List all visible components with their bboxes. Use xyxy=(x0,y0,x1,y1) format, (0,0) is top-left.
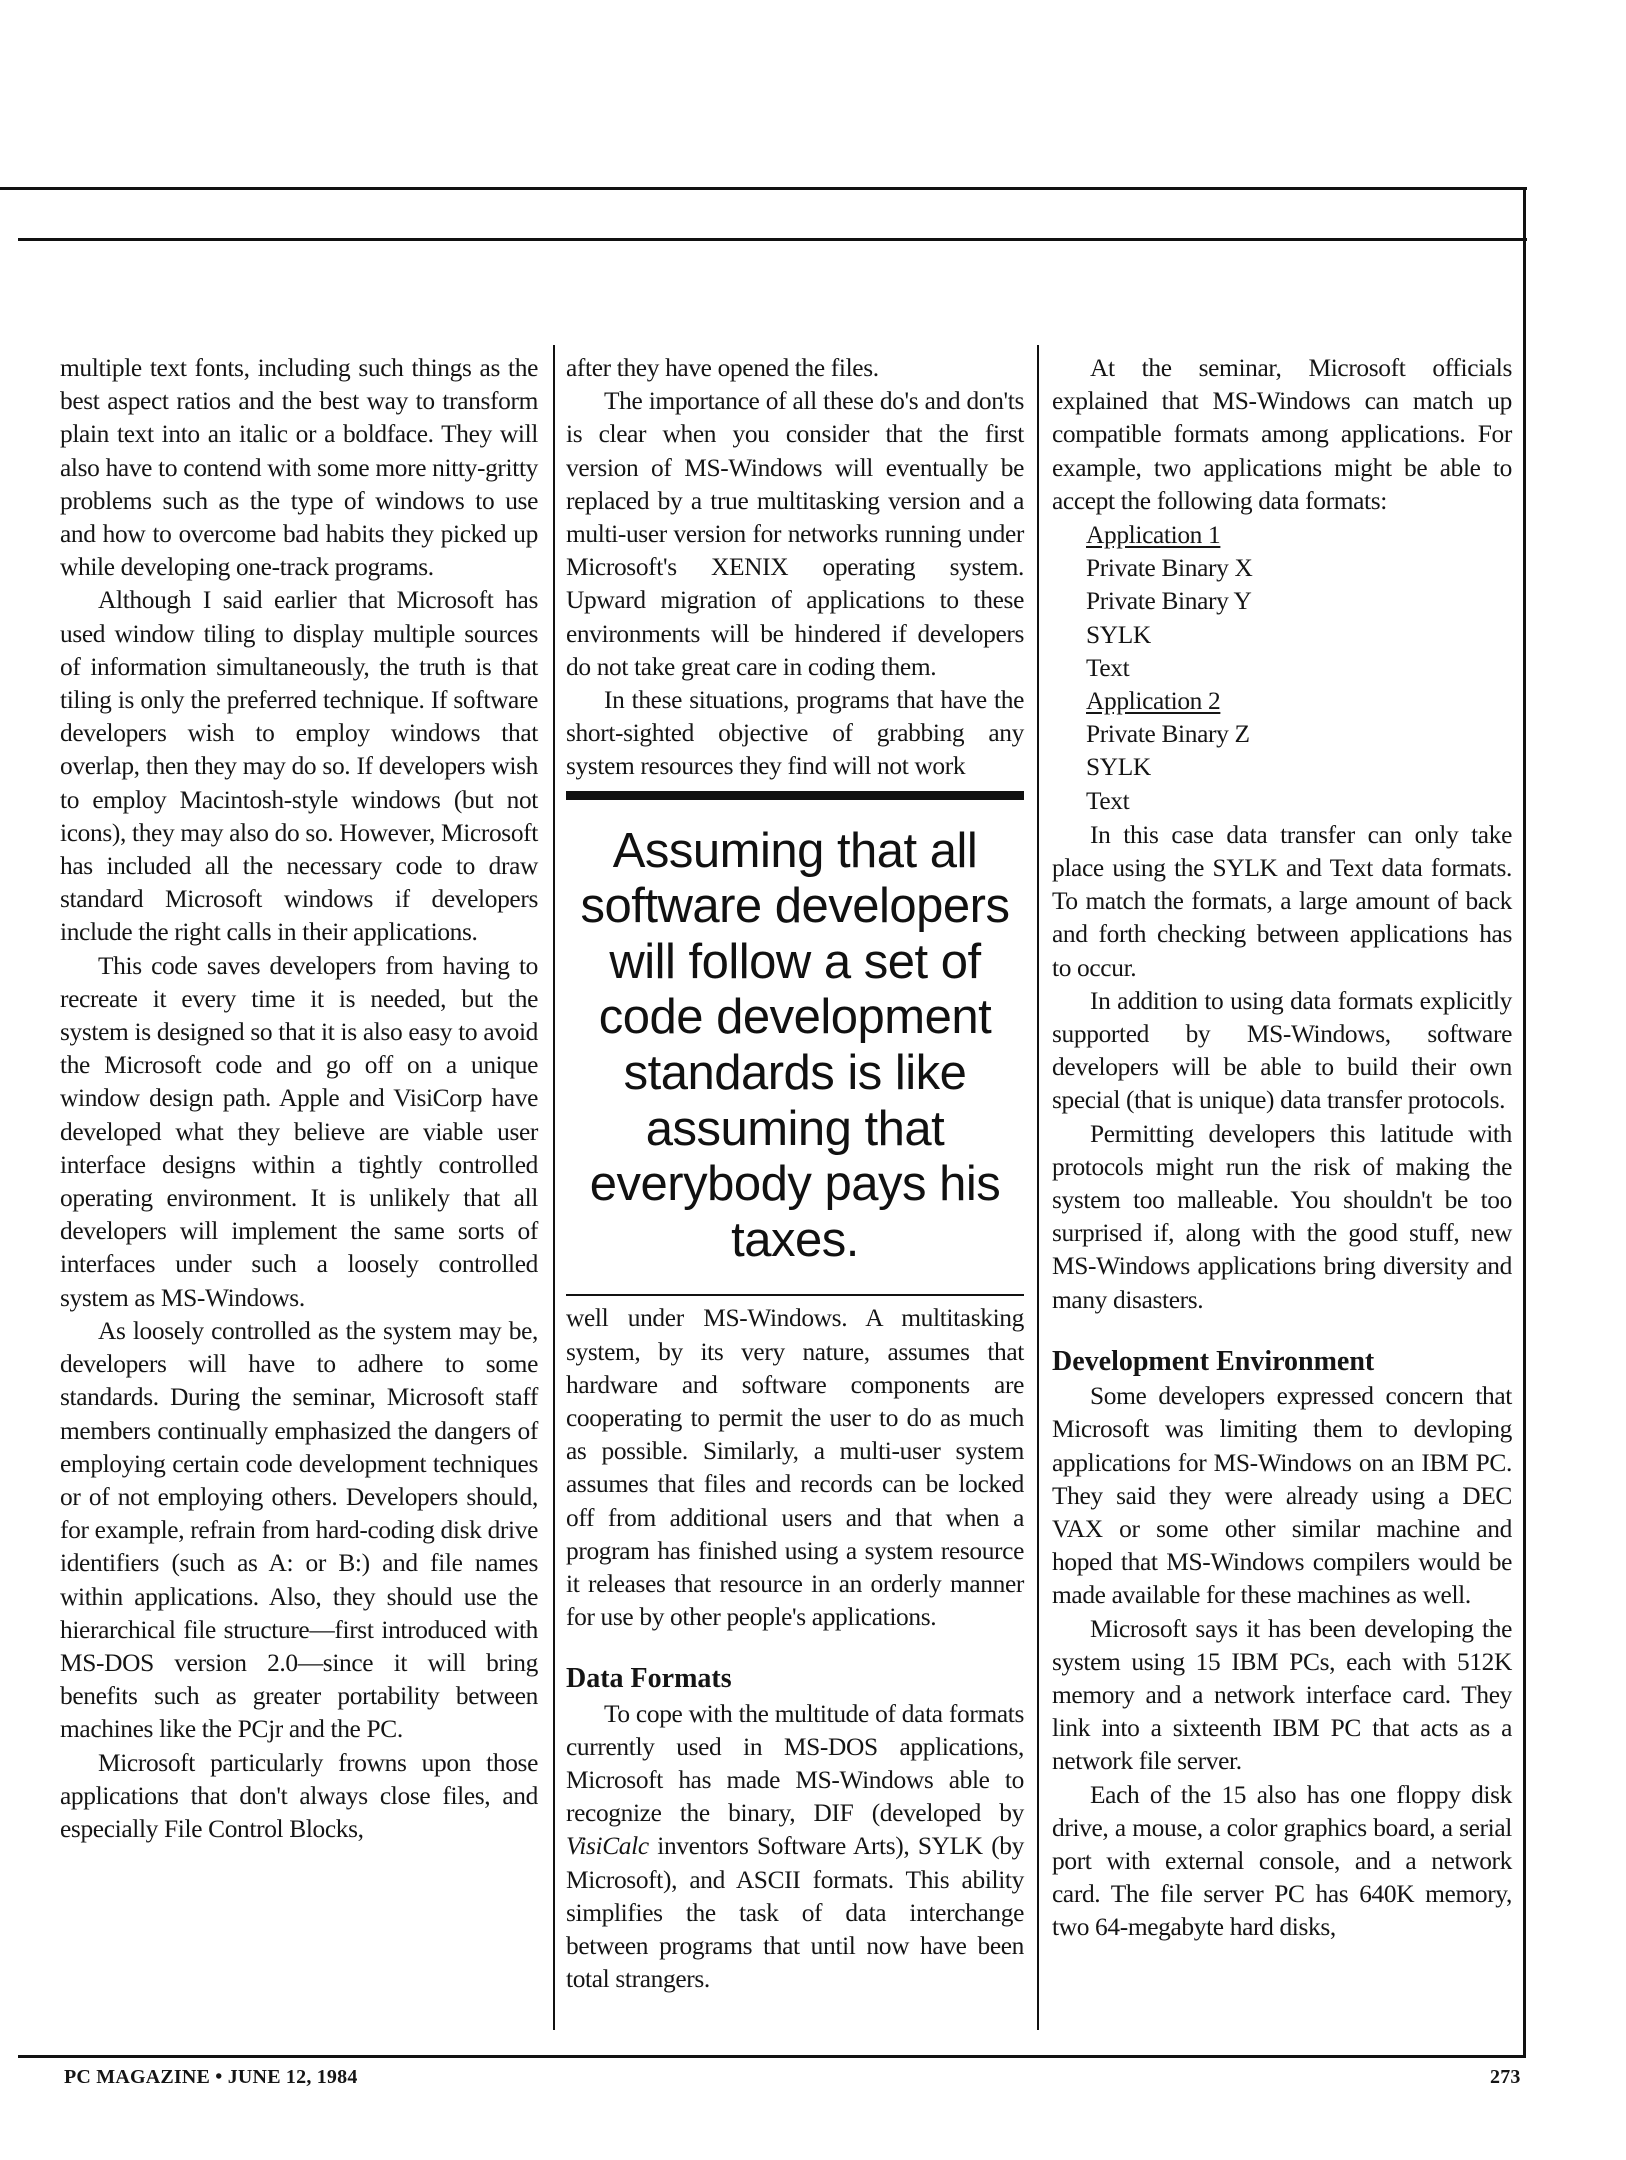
section-heading-development-environment: Development Environment xyxy=(1052,1345,1375,1377)
list-item: Private Binary Y xyxy=(1086,587,1252,616)
paragraph-text: inventors Software Arts), SYLK (by Microsoft), and ASCII formats. This ability simplifies the task of data interchange between programs that until now have been total strangers. xyxy=(566,1832,1024,1994)
paragraph: Although I said earlier that Microsoft has used window tiling to display multiple sources of information simultaneously, the truth is that tiling is only the preferred technique. If software developers wish to employ windows that overlap, then they may do so. If developers wish to employ Macintosh-style windows (but not icons), they may also do so. However, Microsoft has included all the necessary code to draw standard Microsoft windows if developers include the right calls in their applications. xyxy=(60,586,538,947)
paragraph: In these situations, programs that have the short-sighted objective of grabbing any system resources they find will not work xyxy=(566,686,1024,781)
paragraph: The importance of all these do's and don'ts is clear when you consider that the first version of MS-Windows will eventually be replaced by a true multitasking version and a multi-user version for networks running under Microsoft's XENIX operating system. Upward migration of applications to these environments will be hindered if developers do not take great care in coding them. xyxy=(566,387,1024,681)
paragraph: after they have opened the files. xyxy=(566,354,879,382)
paragraph: Permitting developers this latitude with protocols might run the risk of making the system too malleable. You shouldn't be too surprised if, along with the good stuff, new MS-Windows applications bring diversity and many disasters. xyxy=(1052,1119,1512,1314)
bullet-separator: • xyxy=(215,2066,223,2088)
footer-rule xyxy=(18,2055,1526,2058)
list-heading-application-1: Application 1 xyxy=(1086,521,1221,550)
paragraph-text: To cope with the multitude of data formats currently used in MS-DOS applications, Microsoft has made MS-Windows able to recognize the binary, DIF (developed by xyxy=(566,1699,1024,1828)
list-item: SYLK xyxy=(1086,753,1151,782)
top-rule xyxy=(0,187,1527,190)
article-column-1 xyxy=(60,352,538,1846)
page-number: 273 xyxy=(1490,2066,1521,2088)
footer-publication xyxy=(64,2066,358,2089)
list-item: Private Binary Z xyxy=(1086,720,1250,749)
column-divider xyxy=(1037,345,1039,2030)
list-item: SYLK xyxy=(1086,620,1151,649)
issue-date: JUNE 12, 1984 xyxy=(227,2066,358,2088)
header-band-rule xyxy=(18,238,1527,241)
section-heading-data-formats: Data Formats xyxy=(566,1663,732,1695)
pull-quote: Assuming that all software developers will follow a set of code development standards is like assuming that everybody pays his taxes. xyxy=(566,791,1024,1297)
paragraph: As loosely controlled as the system may be, developers will have to adhere to some standards. During the seminar, Microsoft staff members continually emphasized the dangers of employing certain code development techniques or of not employing others. Developers should, for example, refrain from hard-coding disk drive identifiers (such as A: or B:) and file names within applications. Also, they should use the hierarchical file structure—first introduced with MS-DOS version 2.0—since it will bring benefits such as greater portability between machines like the PCjr and the PC. xyxy=(60,1316,538,1744)
paragraph: In this case data transfer can only take place using the SYLK and Text data formats. To match the formats, a large amount of back and forth checking between applications has to occur. xyxy=(1052,820,1512,982)
paragraph: Microsoft says it has been developing the system using 15 IBM PCs, each with 512K memory and a network interface card. They link into a sixteenth IBM PC that acts as a network file server. xyxy=(1052,1614,1512,1776)
list-item: Private Binary X xyxy=(1086,554,1253,583)
paragraph xyxy=(566,1698,1024,1997)
list-heading-application-2: Application 2 xyxy=(1086,687,1221,716)
paragraph: Some developers expressed concern that Microsoft was limiting them to devloping applications for MS-Windows on an IBM PC. They said they were already using a DEC VAX or some other similar machine and hoped that MS-Windows compilers would be made available for these machines as well. xyxy=(1052,1382,1512,1610)
paragraph: Each of the 15 also has one floppy disk drive, a mouse, a color graphics board, a serial port with external console, and a network card. The file server PC has 640K memory, two 64-megabyte hard disks, xyxy=(1052,1780,1512,1942)
paragraph: well under MS-Windows. A multitasking system, by its very nature, assumes that hardware and software components are cooperating to permit the user to do as much as possible. Similarly, a multi-user system assumes that files and records can be locked off from additional users and that when a program has finished using a system resource it releases that resource in an orderly manner for use by other people's applications. xyxy=(566,1304,1024,1632)
paragraph: Microsoft particularly frowns upon those applications that don't always close files, and especially File Control Blocks, xyxy=(60,1748,538,1843)
magazine-name: PC MAGAZINE xyxy=(64,2066,211,2088)
paragraph: In addition to using data formats explicitly supported by MS-Windows, software developers will be able to build their own special (that is unique) data transfer protocols. xyxy=(1052,986,1512,1115)
data-format-list xyxy=(1086,519,1512,818)
paragraph: multiple text fonts, including such things as the best aspect ratios and the best way to transform plain text into an italic or a boldface. They will also have to contend with some more nitty-gritty problems such as the type of windows to use and how to overcome bad habits they picked up while developing one-track programs. xyxy=(60,354,538,582)
list-item: Text xyxy=(1086,653,1130,682)
article-column-3 xyxy=(1052,352,1512,1945)
right-border-rule xyxy=(1523,187,1526,2055)
column-divider xyxy=(553,345,555,2030)
paragraph: At the seminar, Microsoft officials explained that MS-Windows can match up compatible formats among applications. For example, two applications might be able to accept the following data formats: xyxy=(1052,354,1512,515)
paragraph: This code saves developers from having to recreate it every time it is needed, but the system is designed so that it is also easy to avoid the Microsoft code and go off on a unique window design path. Apple and VisiCorp have developed what they believe are viable user interface designs within a tightly controlled operating environment. It is unlikely that all developers will implement the same sorts of interfaces under such a loosely controlled system as MS-Windows. xyxy=(60,951,538,1312)
list-item: Text xyxy=(1086,786,1130,815)
italic-product-name: VisiCalc xyxy=(566,1832,649,1861)
article-column-2 xyxy=(566,352,1024,1996)
